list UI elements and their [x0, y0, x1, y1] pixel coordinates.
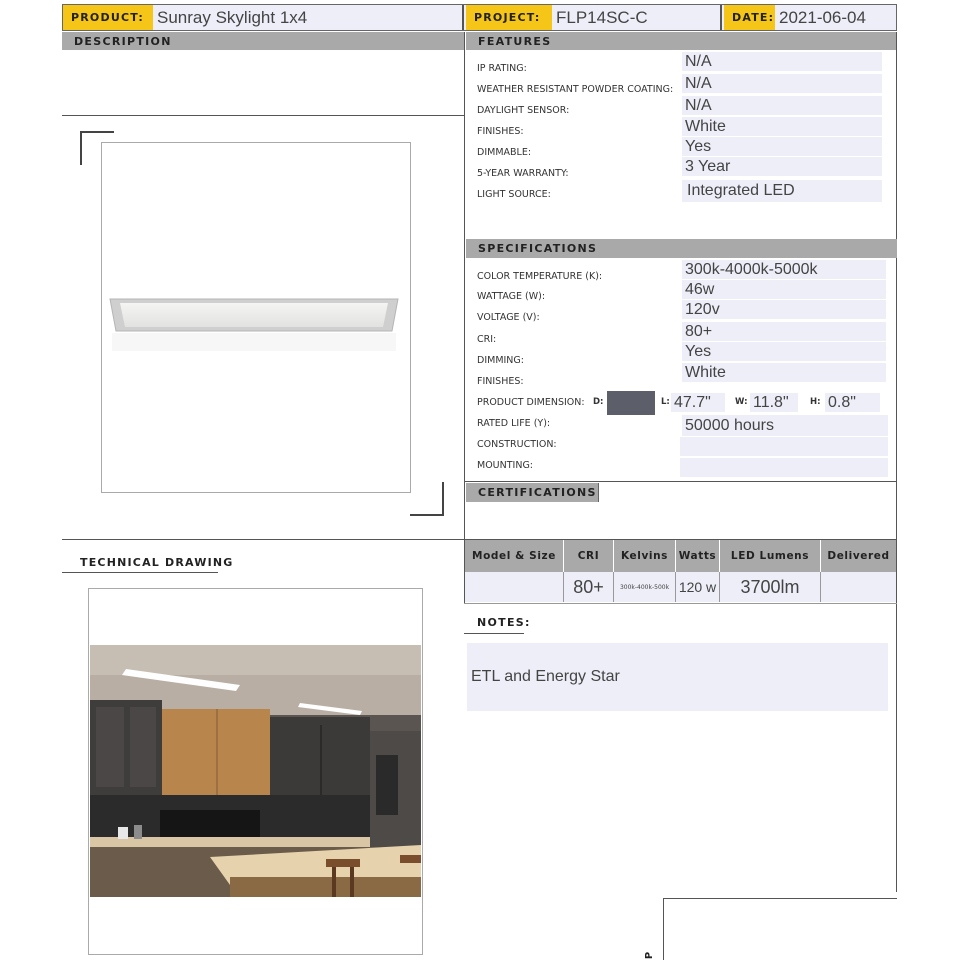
feature-value-dimmable: Yes: [682, 137, 882, 156]
kitchen-photo: [90, 645, 421, 897]
notes-underline: [464, 633, 524, 634]
spec-value-dimming: Yes: [682, 342, 886, 361]
product-label: PRODUCT:: [63, 5, 153, 30]
feature-value-powder-coating: N/A: [682, 74, 882, 93]
feature-value-daylight-sensor: N/A: [682, 96, 882, 115]
left-section-divider: [62, 539, 465, 540]
bottom-right-box-top: [663, 898, 897, 899]
dimension-w-value: 11.8": [750, 393, 798, 412]
spec-label-rated-life: RATED LIFE (Y):: [477, 418, 551, 429]
certifications-top-rule: [464, 481, 897, 482]
right-column-right-border: [896, 32, 897, 892]
dimension-d-value: [607, 391, 655, 415]
dimension-h-value: 0.8": [825, 393, 880, 412]
date-label: DATE:: [724, 5, 775, 30]
corner-glyph: P: [644, 951, 656, 960]
feature-label-dimmable: DIMMABLE:: [477, 147, 532, 158]
dimension-h-label: H:: [810, 397, 821, 407]
dimension-l-value: 47.7": [671, 393, 725, 412]
spec-value-construction: [680, 437, 888, 456]
corner-mark-bottom-right: [410, 482, 444, 516]
table-cell-delivered: [821, 572, 896, 602]
description-bar: DESCRIPTION: [62, 32, 464, 50]
notes-heading: NOTES:: [477, 616, 531, 629]
table-header-led-lumens: LED Lumens: [720, 540, 821, 572]
table-header-kelvins: Kelvins: [614, 540, 676, 572]
specifications-bar: SPECIFICATIONS: [466, 239, 897, 258]
feature-label-warranty: 5-YEAR WARRANTY:: [477, 168, 569, 179]
spec-value-color-temperature: 300k-4000k-5000k: [682, 260, 886, 279]
spec-label-mounting: MOUNTING:: [477, 460, 534, 471]
certifications-bar: CERTIFICATIONS: [466, 483, 599, 502]
spec-label-dimming: DIMMING:: [477, 355, 524, 366]
table-cell-watts: 120 w: [676, 572, 720, 602]
spec-label-construction: CONSTRUCTION:: [477, 439, 557, 450]
light-panel-image: [102, 143, 410, 492]
table-bottom-rule: [464, 603, 897, 604]
table-header-watts: Watts: [676, 540, 720, 572]
feature-value-light-source: Integrated LED: [682, 180, 882, 202]
notes-text: ETL and Energy Star: [471, 668, 620, 685]
spec-value-finishes: White: [682, 363, 886, 382]
spec-value-cri: 80+: [682, 322, 886, 341]
feature-label-light-source: LIGHT SOURCE:: [477, 189, 551, 200]
spec-label-voltage: VOLTAGE (V):: [477, 312, 540, 323]
spec-label-finishes: FINISHES:: [477, 376, 524, 387]
feature-label-ip-rating: IP RATING:: [477, 63, 527, 74]
feature-label-finishes: FINISHES:: [477, 126, 524, 137]
table-cell-model-size: [465, 572, 564, 602]
project-code: FLP14SC-C: [552, 5, 722, 30]
feature-value-warranty: 3 Year: [682, 157, 882, 176]
dimension-d-label: D:: [593, 397, 604, 407]
product-image-frame: [101, 142, 411, 493]
bottom-right-box-left: [663, 898, 664, 960]
table-cell-kelvins: 300k-400k-500k: [614, 572, 676, 602]
spec-label-color-temperature: COLOR TEMPERATURE (K):: [477, 271, 603, 282]
feature-label-daylight-sensor: DAYLIGHT SENSOR:: [477, 105, 570, 116]
description-rule: [62, 115, 465, 116]
feature-value-finishes: White: [682, 117, 882, 136]
feature-value-ip-rating: N/A: [682, 52, 882, 71]
spec-value-wattage: 46w: [682, 280, 886, 299]
dimension-l-label: L:: [661, 397, 670, 407]
technical-drawing-underline: [62, 572, 218, 573]
product-name: Sunray Skylight 1x4: [153, 5, 464, 30]
table-header-delivered: Delivered: [821, 540, 896, 572]
table-cell-led-lumens: 3700lm: [720, 572, 821, 602]
table-header-cri: CRI: [564, 540, 614, 572]
technical-drawing-heading: TECHNICAL DRAWING: [80, 556, 234, 569]
dimension-label: PRODUCT DIMENSION:: [477, 397, 585, 408]
spec-value-mounting: [680, 458, 888, 477]
spec-label-cri: CRI:: [477, 334, 497, 345]
dimension-w-label: W:: [735, 397, 748, 407]
spec-value-rated-life: 50000 hours: [682, 415, 888, 436]
table-cell-cri: 80+: [564, 572, 614, 602]
spec-value-voltage: 120v: [682, 300, 886, 319]
date-value: 2021-06-04: [775, 5, 896, 30]
table-header-model-size: Model & Size: [465, 540, 564, 572]
project-label: PROJECT:: [466, 5, 552, 30]
feature-label-powder-coating: WEATHER RESISTANT POWDER COATING:: [477, 84, 674, 95]
features-bar: FEATURES: [466, 32, 897, 50]
spec-label-wattage: WATTAGE (W):: [477, 291, 546, 302]
right-column-left-border: [464, 32, 465, 604]
